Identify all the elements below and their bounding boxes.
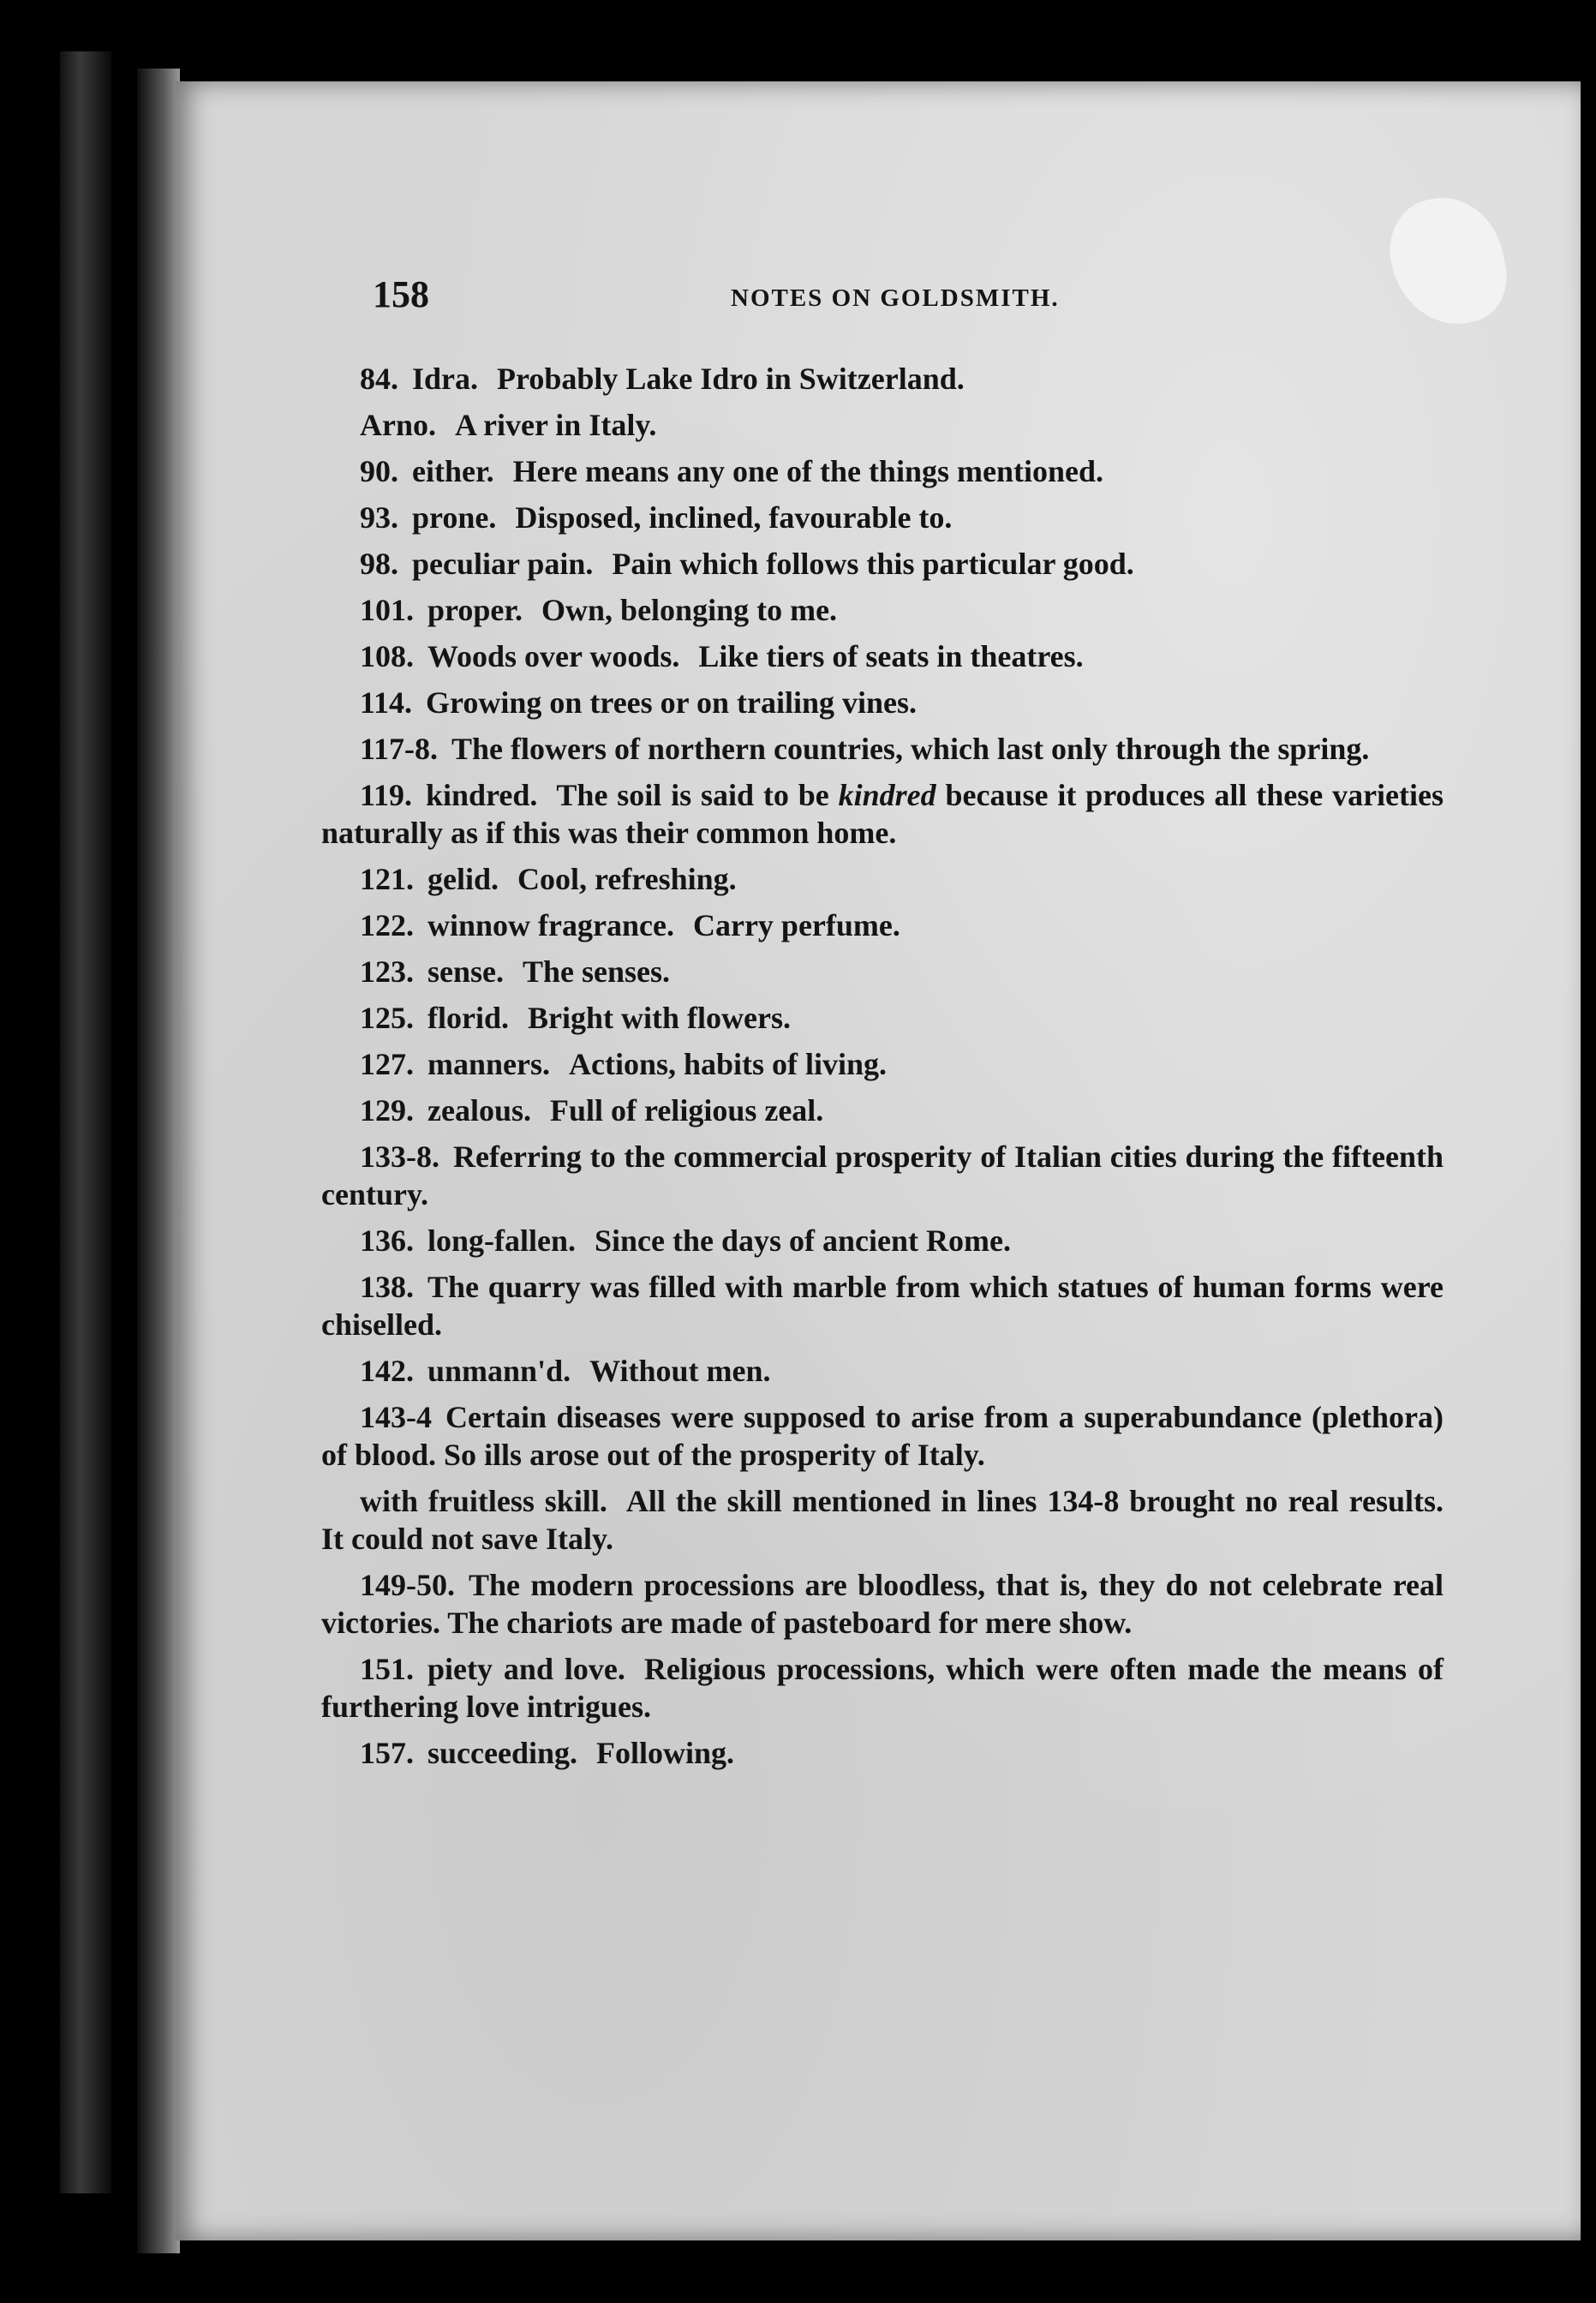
note-headword: peculiar pain.	[412, 547, 594, 581]
note-headword: succeeding.	[427, 1736, 577, 1770]
note-text: Growing on trees or on trailing vines.	[426, 685, 918, 720]
note-98	[321, 545, 1444, 583]
note-line-number: 108.	[360, 639, 414, 673]
note-line-number: 149-50.	[360, 1568, 455, 1602]
note-headword: sense.	[427, 954, 504, 989]
note-headword: Idra.	[412, 362, 479, 396]
note-line-number: 101.	[360, 593, 414, 627]
note-127	[321, 1045, 1444, 1083]
note-138	[321, 1268, 1444, 1343]
note-text: Cool, refreshing.	[517, 862, 737, 896]
notes-list	[321, 360, 1444, 1780]
note-headword: gelid.	[427, 862, 499, 896]
note-117-8	[321, 730, 1444, 768]
note-headword: kindred.	[426, 778, 538, 812]
note-text: The flowers of northern countries, which last only through the spring.	[451, 732, 1370, 766]
note-text: Pain which follows this particular good.	[612, 547, 1134, 581]
note-headword: long-fallen.	[427, 1223, 577, 1258]
note-line-number: 84.	[360, 362, 398, 396]
page-header	[373, 272, 1118, 324]
note-123	[321, 953, 1444, 990]
note-headword: with fruitless skill.	[360, 1484, 607, 1518]
note-93	[321, 499, 1444, 536]
note-text: Own, belonging to me.	[541, 593, 838, 627]
page-edge-shadow	[137, 69, 180, 2253]
note-arno	[321, 406, 1444, 444]
book-spine	[60, 51, 111, 2193]
note-text: A river in Italy.	[455, 408, 657, 442]
note-line-number: 142.	[360, 1354, 414, 1388]
note-149-50	[321, 1566, 1444, 1642]
note-text: Referring to the commercial prosperity of Italian cities during the fifteenth century.	[321, 1140, 1444, 1211]
note-142	[321, 1352, 1444, 1390]
note-headword: either.	[412, 454, 494, 488]
note-text: The quarry was filled with marble from which statues of human forms were chiselled.	[321, 1270, 1444, 1342]
note-157	[321, 1734, 1444, 1772]
note-text: All the skill mentioned in lines 134-8 brought no real results. It could not save Italy.	[321, 1484, 1444, 1556]
note-headword: unmann'd.	[427, 1354, 571, 1388]
note-121	[321, 860, 1444, 898]
note-text: The soil is said to be	[556, 778, 829, 812]
note-text: Like tiers of seats in theatres.	[698, 639, 1084, 673]
note-text: Disposed, inclined, favourable to.	[515, 500, 953, 535]
note-headword: Arno.	[360, 408, 436, 442]
note-text: Without men.	[589, 1354, 771, 1388]
note-114	[321, 684, 1444, 721]
note-133-8	[321, 1138, 1444, 1213]
note-119	[321, 776, 1444, 852]
note-143-4	[321, 1398, 1444, 1474]
note-line-number: 119.	[360, 778, 413, 812]
note-84	[321, 360, 1444, 398]
note-101	[321, 591, 1444, 629]
note-text: The senses.	[523, 954, 671, 989]
note-108	[321, 637, 1444, 675]
note-text: Probably Lake Idro in Switzerland.	[497, 362, 965, 396]
note-text: Certain diseases were supposed to arise from a superabundance (plethora) of blood. So ills arose out of the prosperity of Italy.	[321, 1400, 1444, 1472]
note-headword: florid.	[427, 1001, 509, 1035]
note-italic-word: kindred	[838, 778, 936, 812]
note-headword: winnow fragrance.	[427, 908, 674, 942]
note-headword: manners.	[427, 1047, 550, 1081]
note-line-number: 151.	[360, 1652, 414, 1686]
note-122	[321, 906, 1444, 944]
page-number: 158	[373, 273, 429, 315]
note-text: because it produces all these varieties naturally as if this was their common home.	[321, 778, 1444, 850]
note-line-number: 117-8.	[360, 732, 439, 766]
note-line-number: 143-4	[360, 1400, 432, 1434]
note-headword: zealous.	[427, 1093, 531, 1128]
note-line-number: 121.	[360, 862, 414, 896]
note-line-number: 114.	[360, 685, 413, 720]
note-headword: proper.	[427, 593, 523, 627]
note-text: The modern processions are bloodless, that is, they do not celebrate real victories. The chariots are made of pasteboard for mere show.	[321, 1568, 1444, 1640]
note-fruitless-skill	[321, 1482, 1444, 1558]
note-line-number: 129.	[360, 1093, 414, 1128]
note-line-number: 98.	[360, 547, 398, 581]
note-text: Here means any one of the things mentioned.	[512, 454, 1103, 488]
note-text: Carry perfume.	[692, 908, 900, 942]
note-line-number: 123.	[360, 954, 414, 989]
note-text: Religious processions, which were often made the means of furthering love intrigues.	[321, 1652, 1444, 1724]
note-136	[321, 1222, 1444, 1259]
note-text: Following.	[596, 1736, 735, 1770]
note-line-number: 122.	[360, 908, 414, 942]
note-text: Bright with flowers.	[528, 1001, 791, 1035]
note-line-number: 127.	[360, 1047, 414, 1081]
note-line-number: 133-8.	[360, 1140, 439, 1174]
note-text: Actions, habits of living.	[569, 1047, 888, 1081]
note-151	[321, 1650, 1444, 1726]
note-129	[321, 1092, 1444, 1129]
note-line-number: 93.	[360, 500, 398, 535]
note-125	[321, 999, 1444, 1037]
note-line-number: 125.	[360, 1001, 414, 1035]
note-headword: piety and love.	[427, 1652, 625, 1686]
note-line-number: 138.	[360, 1270, 414, 1304]
running-title: NOTES ON GOLDSMITH.	[731, 284, 1060, 312]
note-line-number: 136.	[360, 1223, 414, 1258]
note-headword: prone.	[412, 500, 497, 535]
note-headword: Woods over woods.	[427, 639, 680, 673]
note-line-number: 90.	[360, 454, 398, 488]
note-line-number: 157.	[360, 1736, 414, 1770]
note-text: Full of religious zeal.	[550, 1093, 824, 1128]
note-text: Since the days of ancient Rome.	[595, 1223, 1011, 1258]
note-90	[321, 452, 1444, 490]
